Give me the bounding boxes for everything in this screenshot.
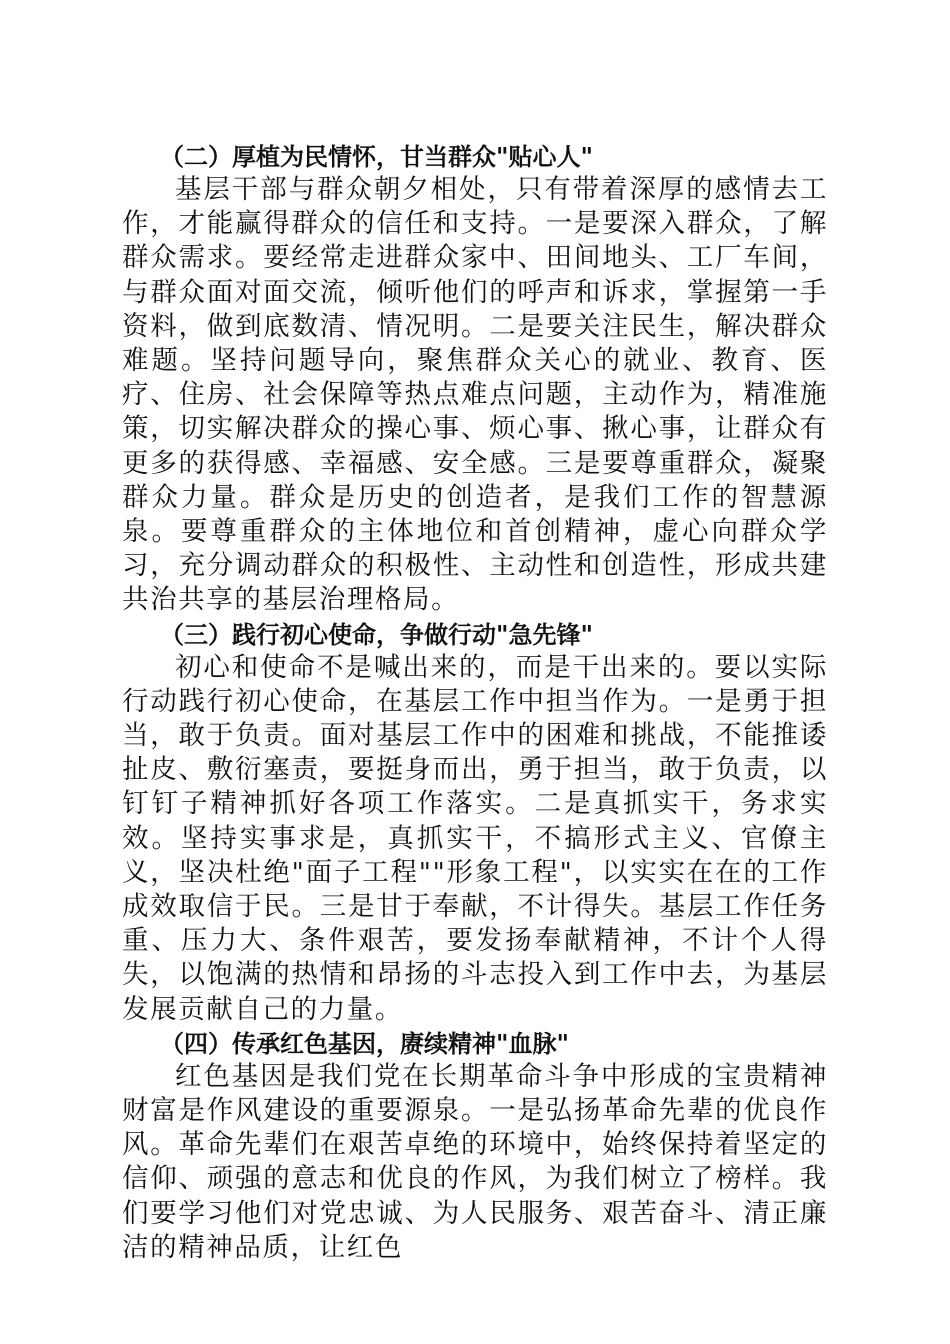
section-paragraph-2: 基层干部与群众朝夕相处，只有带着深厚的感情去工作，才能赢得群众的信任和支持。一是要深入群众，了解群众需求。要经常走进群众家中、田间地头、工厂车间，与群众面对面交流，倾听他们的呼声和诉求，掌握第一手资料，做到底数清、情况明。二是要关注民生，解决群众难题。坚持问题导向，聚焦群众关心的就业、教育、医疗、住房、社会保障等热点难点问题，主动作为，精准施策，切实解决群众的操心事、烦心事、揪心事，让群众有更多的获得感、幸福感、安全感。三是要尊重群众，凝聚群众力量。群众是历史的创造者，是我们工作的智慧源泉。要尊重群众的主体地位和首创精神，虚心向群众学习，充分调动群众的积极性、主动性和创造性，形成共建共治共享的基层治理格局。 [122,174,828,616]
section-paragraph-4: 红色基因是我们党在长期革命斗争中形成的宝贵精神财富是作风建设的重要源泉。一是弘扬革命先辈的优良作风。革命先辈们在艰苦卓绝的环境中，始终保持着坚定的信仰、顽强的意志和优良的作风，为我们树立了榜样。我们要学习他们对党忠诚、为人民服务、艰苦奋斗、清正廉洁的精神品质，让红色 [122,1060,828,1263]
section-heading-3: （三）践行初心使命，争做行动"急先锋" [160,619,594,649]
document-body [122,140,828,1265]
section-paragraph-3: 初心和使命不是喊出来的，而是干出来的。要以实际行动践行初心使命，在基层工作中担当作为。一是勇于担当，敢于负责。面对基层工作中的困难和挑战，不能推诿扯皮、敷衍塞责，要挺身而出，勇于担当，敢于负责，以钉钉子精神抓好各项工作落实。二是真抓实干，务求实效。坚持实事求是，真抓实干，不搞形式主义、官僚主义，坚决杜绝"面子工程""形象工程"，以实实在在的工作成效取信于民。三是甘于奉献，不计得失。基层工作任务重、压力大、条件艰苦，要发扬奉献精神，不计个人得失，以饱满的热情和昂扬的斗志投入到工作中去，为基层发展贡献自己的力量。 [122,651,828,1025]
section-heading-4: （四）传承红色基因，赓续精神"血脉" [160,1028,570,1058]
section-heading-2: （二）厚植为民情怀，甘当群众"贴心人" [160,142,594,171]
